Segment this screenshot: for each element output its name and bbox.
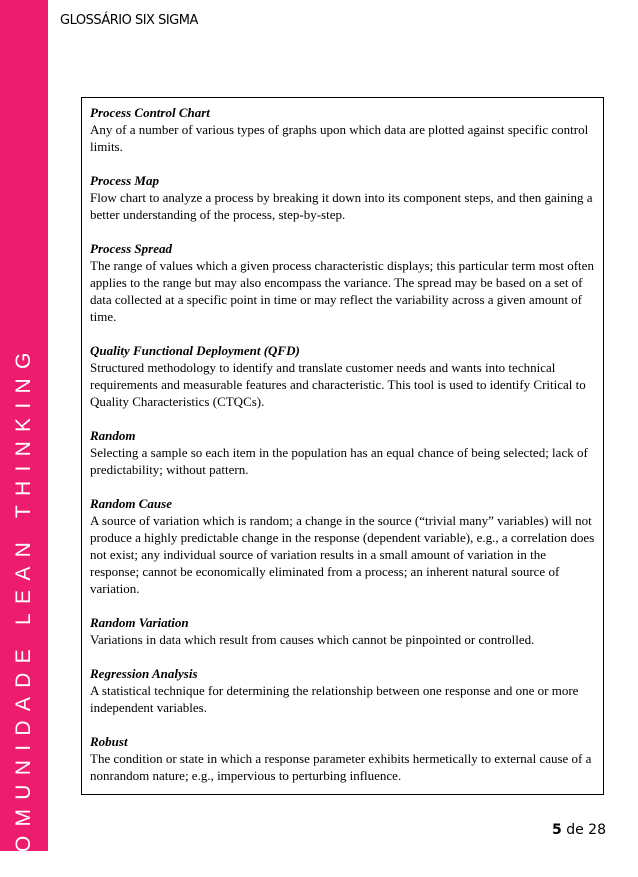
glossary-entry <box>90 733 597 784</box>
glossary-term: Process Map <box>90 173 159 188</box>
glossary-term: Random Cause <box>90 496 172 511</box>
glossary-term: Process Spread <box>90 241 172 256</box>
glossary-definition: Selecting a sample so each item in the population has an equal chance of being selected; lack of predictability; without pattern. <box>90 445 588 477</box>
glossary-entry <box>90 495 597 597</box>
glossary-term: Robust <box>90 734 128 749</box>
glossary-term: Random Variation <box>90 615 189 630</box>
side-banner <box>0 0 48 877</box>
glossary-entry <box>90 665 597 716</box>
glossary-box <box>81 97 604 795</box>
glossary-definition: A statistical technique for determining the relationship between one response and one or more independent variables. <box>90 683 579 715</box>
glossary-definition: The condition or state in which a response parameter exhibits hermetically to external cause of a nonrandom nature; e.g., impervious to perturbing influence. <box>90 751 592 783</box>
page-separator: de <box>566 822 584 838</box>
glossary-definition: Variations in data which result from causes which cannot be pinpointed or controlled. <box>90 632 535 647</box>
glossary-term: Process Control Chart <box>90 105 210 120</box>
page-number <box>552 822 606 838</box>
glossary-definition: Flow chart to analyze a process by breaking it down into its component steps, and then gaining a better understanding of the process, step-by-step. <box>90 190 593 222</box>
page-total: 28 <box>588 822 606 838</box>
glossary-term: Regression Analysis <box>90 666 198 681</box>
page-current: 5 <box>552 822 562 838</box>
glossary-entry <box>90 104 597 155</box>
glossary-entry <box>90 614 597 648</box>
glossary-entry <box>90 240 597 325</box>
side-banner-text: COMUNIDADE LEAN THINKING <box>12 343 35 877</box>
glossary-term: Random <box>90 428 136 443</box>
glossary-definition: Structured methodology to identify and translate customer needs and wants into technical requirements and measurable features and characteristic. This tool is used to identify Critical to Quality Characteristics (CTQCs). <box>90 360 586 409</box>
glossary-term: Quality Functional Deployment (QFD) <box>90 343 300 358</box>
glossary-definition: A source of variation which is random; a change in the source (“trivial many” variables) will not produce a highly predictable change in the response (dependent variable), e.g., a correlation does not exist; any individual source of variation results in a small amount of variation in the response; cannot be economically eliminated from a process; an inherent natural source of variation. <box>90 513 595 596</box>
glossary-entry <box>90 172 597 223</box>
glossary-definition: The range of values which a given process characteristic displays; this particular term most often applies to the range but may also encompass the variance. The spread may be based on a set of data collected at a specific point in time or may reflect the variability across a given amount of time. <box>90 258 594 324</box>
page-header-title: GLOSSÁRIO SIX SIGMA <box>60 13 198 28</box>
glossary-entry <box>90 342 597 410</box>
glossary-entry <box>90 427 597 478</box>
glossary-definition: Any of a number of various types of graphs upon which data are plotted against specific control limits. <box>90 122 589 154</box>
